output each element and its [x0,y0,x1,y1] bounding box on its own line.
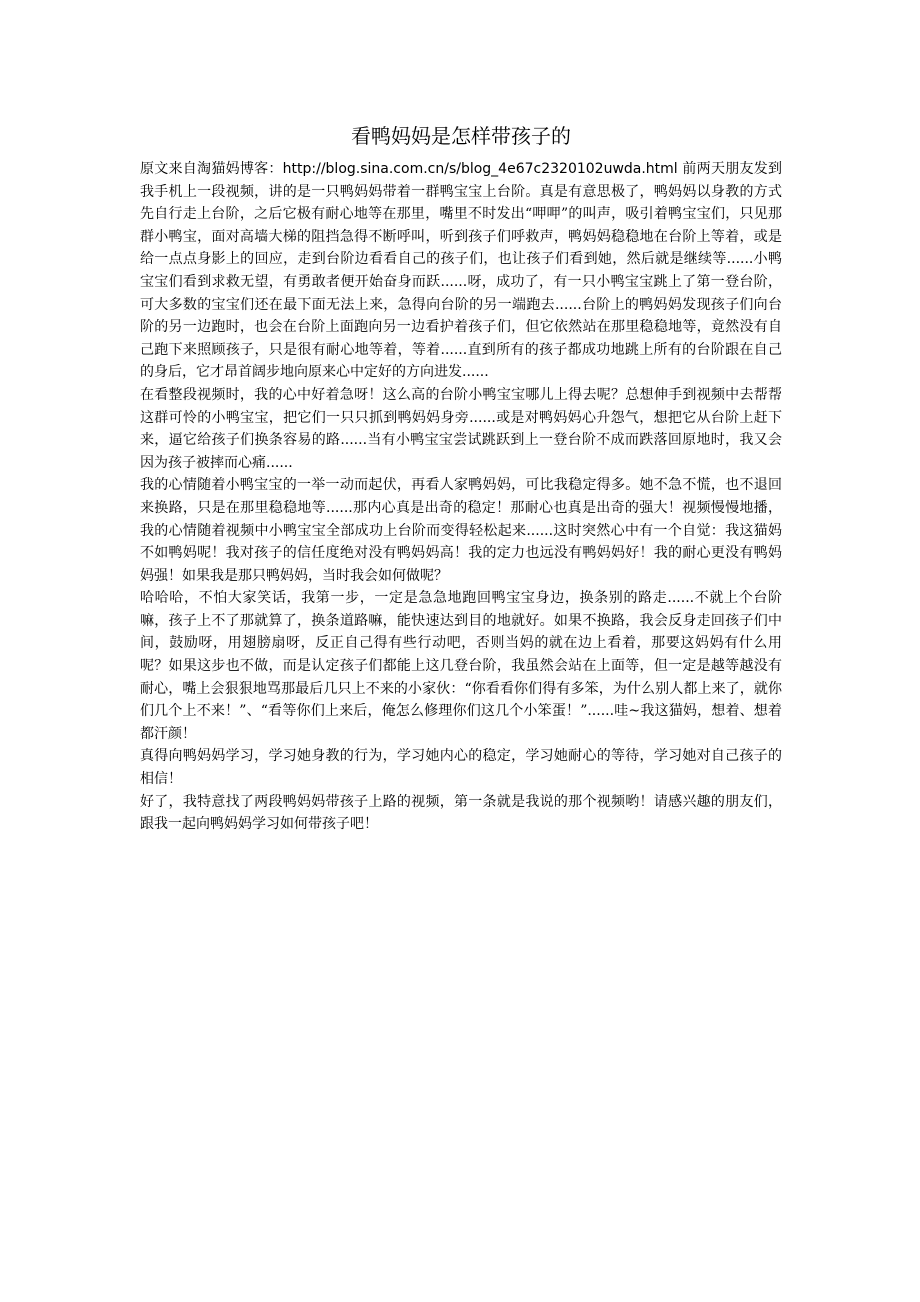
article-paragraph: 好了，我特意找了两段鸭妈妈带孩子上路的视频，第一条就是我说的那个视频哟！请感兴趣的朋友们，跟我一起向鸭妈妈学习如何带孩子吧！ [140,793,782,833]
article-paragraph: 真得向鸭妈妈学习，学习她身教的行为，学习她内心的稳定，学习她耐心的等待，学习她对自己孩子的相信！ [140,748,782,788]
article-paragraph: 在看整段视频时，我的心中好着急呀！这么高的台阶小鸭宝宝哪儿上得去呢？总想伸手到视频中去帮帮这群可怜的小鸭宝宝，把它们一只只抓到鸭妈妈身旁......或是对鸭妈妈心升怨气，想把它从台阶上赶下来，逼它给孩子们换条容易的路......当有小鸭宝宝尝试跳跃到上一登台阶不成而跌落回原地时，我又会因为孩子被摔而心痛...... [140,386,782,471]
page-title: 看鸭妈妈是怎样带孩子的 [351,124,571,148]
paragraph-text: 前两天朋友发到我手机上一段视频，讲的是一只鸭妈妈带着一群鸭宝宝上台阶。真是有意思极了，鸭妈妈以身教的方式先自行走上台阶，之后它极有耐心地等在那里，嘴里不时发出“呷呷”的叫声，吸引着鸭宝宝们，只见那群小鸭宝，面对高墙大梯的阻挡急得不断呼叫，听到孩子们呼救声，鸭妈妈稳稳地在台阶上等着，或是给一点点身影上的回应，走到台阶边看看自己的孩子们，也让孩子们看到她，然后就是继续等......小鸭宝宝们看到求救无望，有勇敢者便开始奋身而跃......呀，成功了，有一只小鸭宝宝跳上了第一登台阶，可大多数的宝宝们还在最下面无法上来，急得向台阶的另一端跑去......台阶上的鸭妈妈发现孩子们向台阶的另一边跑时，也会在台阶上面跑向另一边看护着孩子们，但它依然站在那里稳稳地等，竟然没有自己跑下来照顾孩子，只是很有耐心地等着，等着......直到所有的孩子都成功地跳上所有的台阶跟在自己的身后，它才昂首阔步地向原来心中定好的方向进发...... [140,161,783,381]
source-url: http://blog.sina.com.cn/s/blog_4e67c2320102uwda.html [282,161,678,177]
article-paragraph: 哈哈哈，不怕大家笑话，我第一步，一定是急急地跑回鸭宝宝身边，换条别的路走......不就上个台阶嘛，孩子上不了那就算了，换条道路嘛，能快速达到目的地就好。如果不换路，我会反身走回孩子们中间，鼓励呀，用翅膀扇呀，反正自己得有些行动吧，否则当妈的就在边上看着，那要这妈妈有什么用呢？如果这步也不做，而是认定孩子们都能上这几登台阶，我虽然会站在上面等，但一定是越等越没有耐心，嘴上会狠狠地骂那最后几只上不来的小家伙：“你看看你们得有多笨，为什么别人都上来了，就你们几个上不来！”、“看等你们上来后，俺怎么修理你们这几个小笨蛋！”......哇~我这猫妈，想着、想着都汗颜！ [140,590,782,742]
document-page [140,0,782,836]
article-paragraph [140,158,782,384]
source-label: 原文来自淘猫妈博客： [140,161,283,177]
article-body [140,158,782,836]
article-paragraph: 我的心情随着小鸭宝宝的一举一动而起伏，再看人家鸭妈妈，可比我稳定得多。她不急不慌，也不退回来换路，只是在那里稳稳地等......那内心真是出奇的稳定！那耐心也真是出奇的强大！视频慢慢地播，我的心情随着视频中小鸭宝宝全部成功上台阶而变得轻松起来......这时突然心中有一个自觉：我这猫妈不如鸭妈呢！我对孩子的信任度绝对没有鸭妈妈高！我的定力也远没有鸭妈妈好！我的耐心更没有鸭妈妈强！如果我是那只鸭妈妈，当时我会如何做呢？ [140,477,782,584]
